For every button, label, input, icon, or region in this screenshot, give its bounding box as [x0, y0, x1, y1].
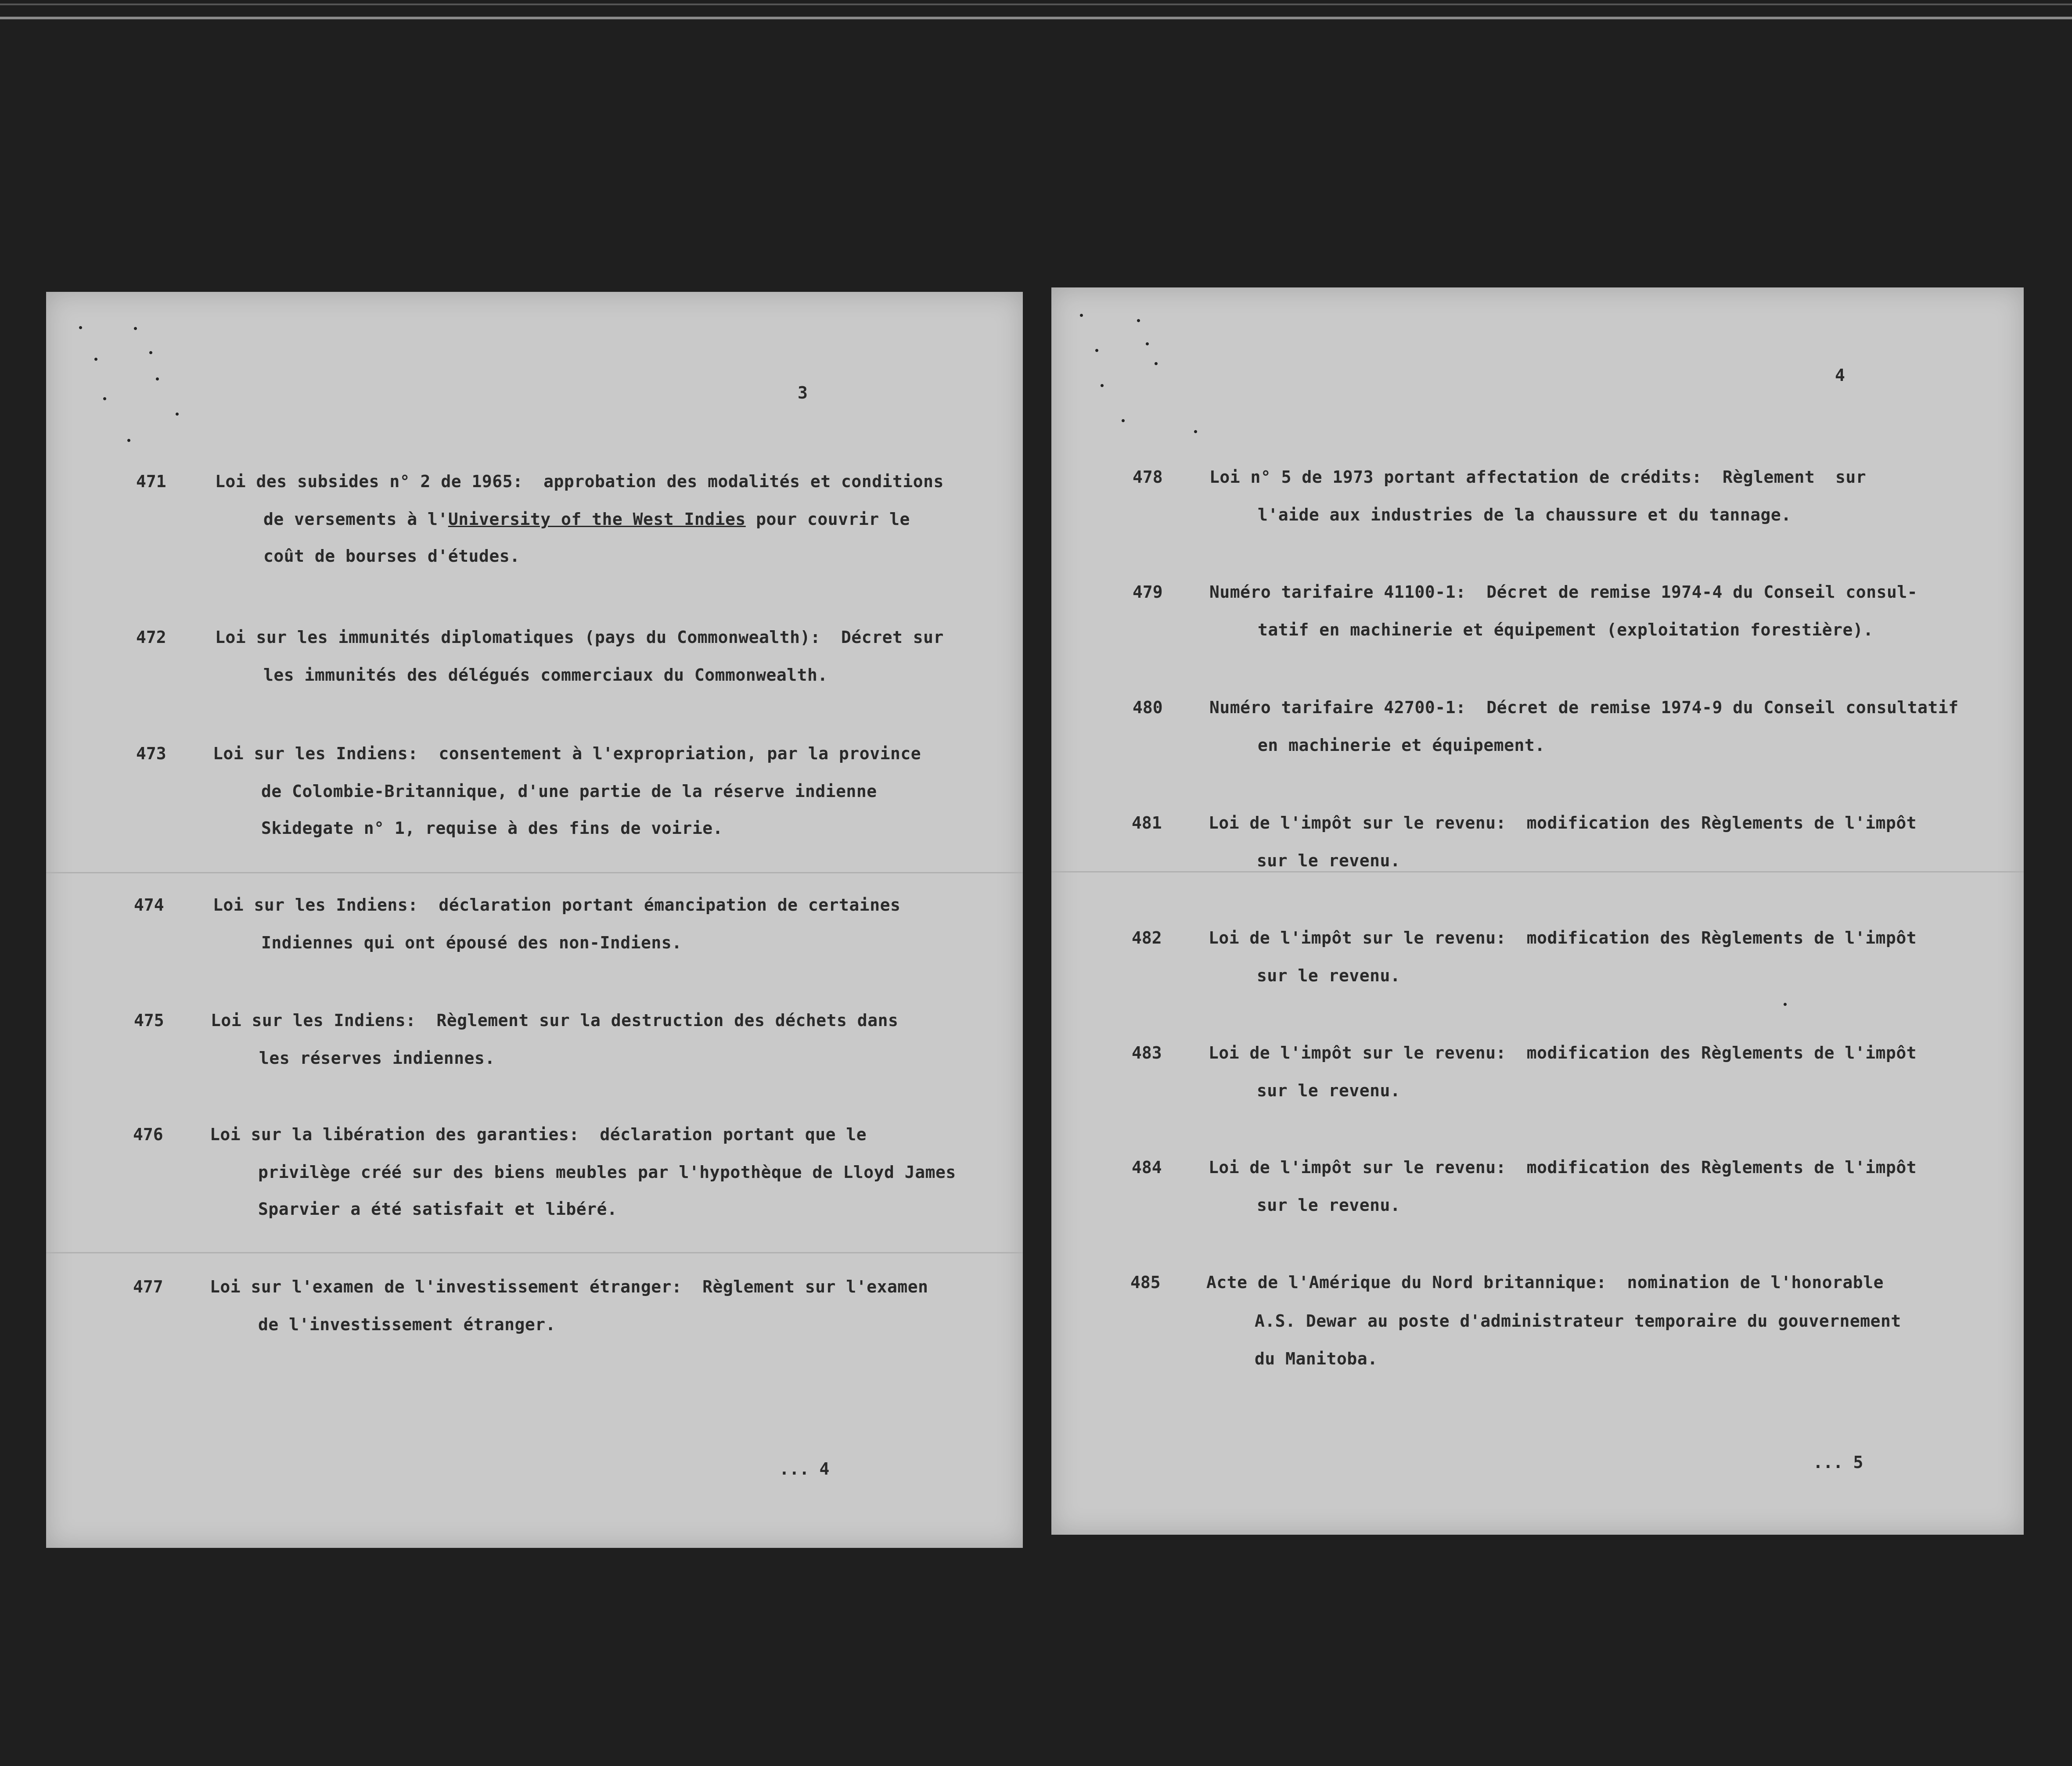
entry-line: Loi sur les immunités diplomatiques (pays du Commonwealth): Décret sur [215, 628, 944, 647]
page-number: 3 [798, 383, 808, 402]
page-fold [1051, 871, 2024, 872]
entry-number: 474 [134, 895, 164, 915]
entry-line: l'aide aux industries de la chaussure et du tannage. [1258, 505, 1791, 524]
scan-speck [134, 327, 137, 330]
scan-speck [94, 358, 97, 361]
entry-number: 477 [133, 1277, 163, 1296]
underlined-institution: University of the West Indies [448, 510, 746, 529]
continuation-marker: ... 4 [779, 1459, 830, 1479]
entry-line: Loi de l'impôt sur le revenu: modification des Règlements de l'impôt [1209, 928, 1917, 948]
scan-speck [156, 377, 159, 380]
entry-line: Loi des subsides n° 2 de 1965: approbation des modalités et conditions [215, 472, 944, 491]
scan-speck [1095, 349, 1098, 352]
entry-line: Loi sur les Indiens: consentement à l'expropriation, par la province [213, 744, 921, 763]
scan-speck [149, 351, 152, 354]
entry-number: 482 [1132, 928, 1162, 948]
entry-line: les réserves indiennes. [259, 1048, 495, 1068]
film-edge-top [0, 4, 2072, 5]
entry-line: Loi de l'impôt sur le revenu: modification des Règlements de l'impôt [1209, 1043, 1917, 1062]
entry-line: Numéro tarifaire 42700-1: Décret de remise 1974-9 du Conseil consultatif [1209, 698, 1959, 717]
entry-line: Loi sur les Indiens: Règlement sur la destruction des déchets dans [211, 1011, 899, 1030]
entry-number: 471 [136, 472, 166, 491]
entry-number: 476 [133, 1125, 163, 1144]
entry-line: de l'investissement étranger. [258, 1315, 556, 1334]
scan-speck [176, 413, 179, 416]
entry-line: en machinerie et équipement. [1258, 736, 1545, 755]
document-page-left [46, 292, 1023, 1548]
entry-number: 484 [1132, 1158, 1162, 1177]
continuation-marker: ... 5 [1813, 1453, 1863, 1472]
entry-line: Indiennes qui ont épousé des non-Indiens. [261, 933, 682, 952]
scan-speck [1155, 362, 1158, 365]
entry-line: privilège créé sur des biens meubles par l'hypothèque de Lloyd James [258, 1163, 956, 1182]
entry-line: tatif en machinerie et équipement (exploitation forestière). [1258, 620, 1874, 639]
entry-line: A.S. Dewar au poste d'administrateur temporaire du gouvernement [1255, 1311, 1901, 1331]
entry-line: de versements à l'University of the West Indies pour couvrir le [263, 510, 910, 529]
scan-speck [1122, 419, 1125, 422]
entry-line: sur le revenu. [1257, 851, 1401, 870]
entry-line: Skidegate n° 1, requise à des fins de voirie. [261, 818, 723, 838]
film-edge-line [0, 17, 2072, 19]
entry-line: de Colombie-Britannique, d'une partie de la réserve indienne [261, 782, 877, 801]
page-number: 4 [1835, 366, 1845, 385]
entry-line: Sparvier a été satisfait et libéré. [258, 1199, 618, 1219]
entry-line: Loi de l'impôt sur le revenu: modification des Règlements de l'impôt [1209, 813, 1917, 833]
scan-speck [127, 439, 130, 442]
page-fold [46, 872, 1023, 873]
entry-line: Loi n° 5 de 1973 portant affectation de crédits: Règlement sur [1209, 467, 1867, 487]
entry-line: Numéro tarifaire 41100-1: Décret de remise 1974-4 du Conseil consul- [1209, 582, 1918, 602]
scan-speck [1194, 430, 1197, 433]
scan-speck [1080, 314, 1083, 317]
entry-number: 483 [1132, 1043, 1162, 1062]
entry-line: Loi sur les Indiens: déclaration portant émancipation de certaines [213, 895, 901, 915]
entry-line: coût de bourses d'études. [263, 546, 520, 566]
scan-speck [103, 397, 106, 400]
entry-line: Acte de l'Amérique du Nord britannique: nomination de l'honorable [1206, 1273, 1884, 1292]
entry-number: 478 [1133, 467, 1163, 487]
entry-number: 480 [1133, 698, 1163, 717]
entry-line: sur le revenu. [1257, 1081, 1401, 1100]
scan-speck [79, 326, 82, 329]
entry-line: les immunités des délégués commerciaux du Commonwealth. [263, 665, 828, 685]
entry-number: 473 [136, 744, 166, 763]
entry-line: sur le revenu. [1257, 1195, 1401, 1215]
entry-line: Loi sur la libération des garanties: déclaration portant que le [210, 1125, 867, 1144]
entry-number: 481 [1132, 813, 1162, 833]
document-page-right [1051, 287, 2024, 1535]
entry-number: 479 [1133, 582, 1163, 602]
entry-line: sur le revenu. [1257, 966, 1401, 985]
scan-speck [1137, 319, 1140, 322]
page-fold [46, 1252, 1023, 1253]
entry-line: Loi de l'impôt sur le revenu: modification des Règlements de l'impôt [1209, 1158, 1917, 1177]
scan-speck [1146, 342, 1149, 345]
entry-line: Loi sur l'examen de l'investissement étranger: Règlement sur l'examen [210, 1277, 928, 1296]
entry-number: 475 [134, 1011, 164, 1030]
entry-number: 485 [1130, 1273, 1161, 1292]
scan-speck [1101, 384, 1104, 387]
scan-speck [1784, 1003, 1787, 1006]
entry-number: 472 [136, 628, 166, 647]
entry-line: du Manitoba. [1255, 1349, 1378, 1368]
